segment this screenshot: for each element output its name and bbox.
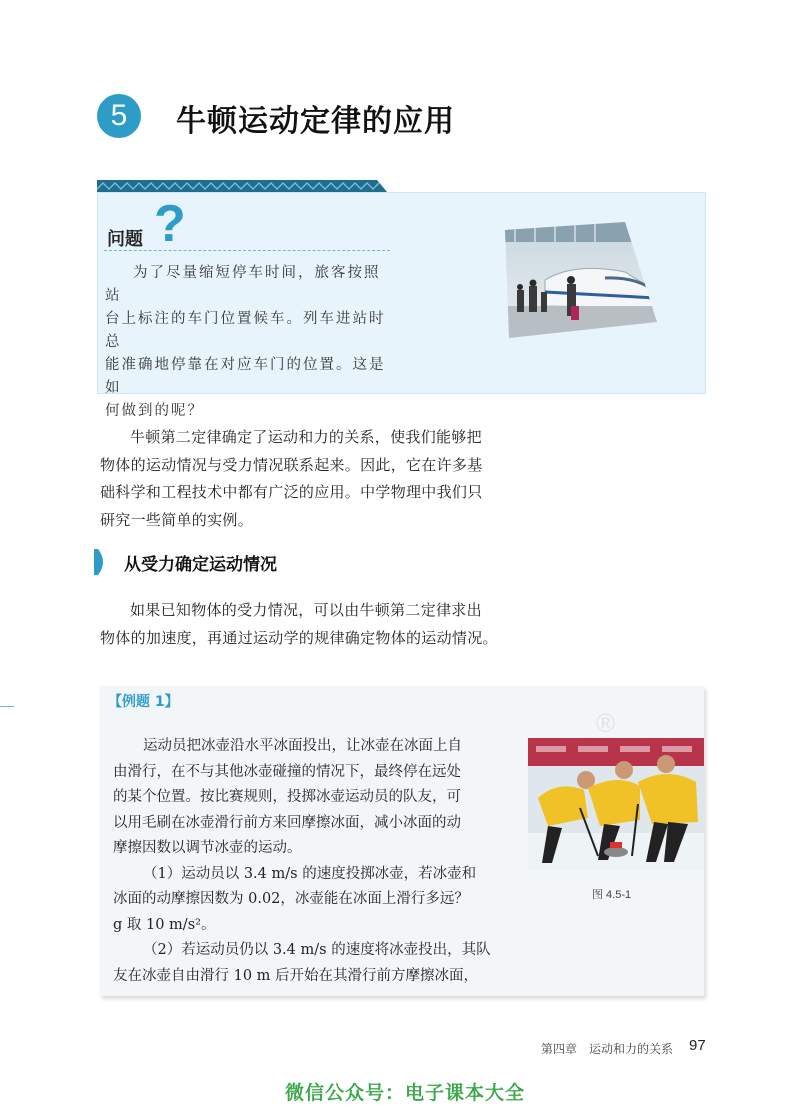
- watermark-text: 微信公众号：电子课本大全: [285, 1082, 526, 1104]
- problem-line: 何做到的呢？: [105, 403, 204, 419]
- curling-photo: [528, 738, 704, 870]
- footer-chapter: 第四章 运动和力的关系: [541, 1042, 674, 1056]
- paragraph-line: 如果已知物体的受力情况，可以由牛顿第二定律求出: [130, 601, 482, 619]
- page-title: 牛顿运动定律的应用: [176, 104, 455, 139]
- section-marker-icon: [94, 549, 108, 575]
- example-text: [113, 734, 493, 989]
- section-paragraph: [100, 597, 525, 652]
- section-heading: 从受力确定运动情况: [124, 555, 277, 575]
- example-line: 的某个位置。按比赛规则，投掷冰壶运动员的队友，可: [113, 789, 461, 805]
- example-line: 摩擦因数以调节冰壶的运动。: [113, 840, 302, 856]
- example-line: （2）若运动员仍以 3.4 m/s 的速度将冰壶投出，其队: [143, 942, 491, 958]
- example-line: 由滑行，在不与其他冰壶碰撞的情况下，最终停在远处: [113, 763, 461, 780]
- example-line: （1）运动员以 3.4 m/s 的速度投掷冰壶，若冰壶和: [143, 865, 477, 882]
- example-line: 友在冰壶自由滑行 10 m 后开始在其滑行前方摩擦冰面，: [113, 967, 479, 984]
- paragraph-line: 牛顿第二定律确定了运动和力的关系，使我们能够把: [130, 428, 482, 446]
- paragraph-line: 物体的运动情况与受力情况联系起来。因此，它在许多基: [100, 455, 483, 474]
- example-line: g 取 10 m/s²。: [113, 916, 216, 933]
- problem-line: 为了尽量缩短停车时间，旅客按照站: [105, 265, 381, 304]
- paragraph-line: 础科学和工程技术中都有广泛的应用。中学物理中我们只: [100, 483, 483, 501]
- example-line: 运动员把冰壶沿水平冰面投出，让冰壶在冰面上自: [143, 738, 462, 754]
- dashed-divider: [104, 250, 390, 251]
- example-line: 冰面的动摩擦因数为 0.02，冰壶能在冰面上滑行多远？: [113, 891, 469, 907]
- paragraph-line: 研究一些简单的实例。: [100, 510, 254, 529]
- registered-mark: ®: [596, 708, 616, 738]
- figure-caption: 图 4.5-1: [592, 889, 632, 901]
- train-station-photo: [505, 222, 657, 338]
- zigzag-decoration: [97, 180, 387, 192]
- paragraph-line: 物体的加速度，再通过运动学的规律确定物体的运动情况。: [100, 628, 498, 647]
- section-number-badge: 5: [97, 94, 141, 138]
- example-label: 【例题 1】: [108, 694, 179, 710]
- problem-line: 能准确地停靠在对应车门的位置。这是如: [105, 357, 386, 396]
- problem-text: [105, 262, 395, 423]
- intro-paragraph: [100, 424, 525, 534]
- question-mark-icon: ?: [154, 195, 186, 253]
- example-line: 以用毛刷在冰壶滑行前方来回摩擦冰面，减小冰面的动: [113, 814, 461, 831]
- problem-line: 台上标注的车门位置候车。列车进站时总: [105, 311, 386, 350]
- page-number: 97: [689, 1037, 706, 1054]
- margin-rule: [0, 706, 14, 707]
- problem-heading: 问题: [107, 229, 143, 250]
